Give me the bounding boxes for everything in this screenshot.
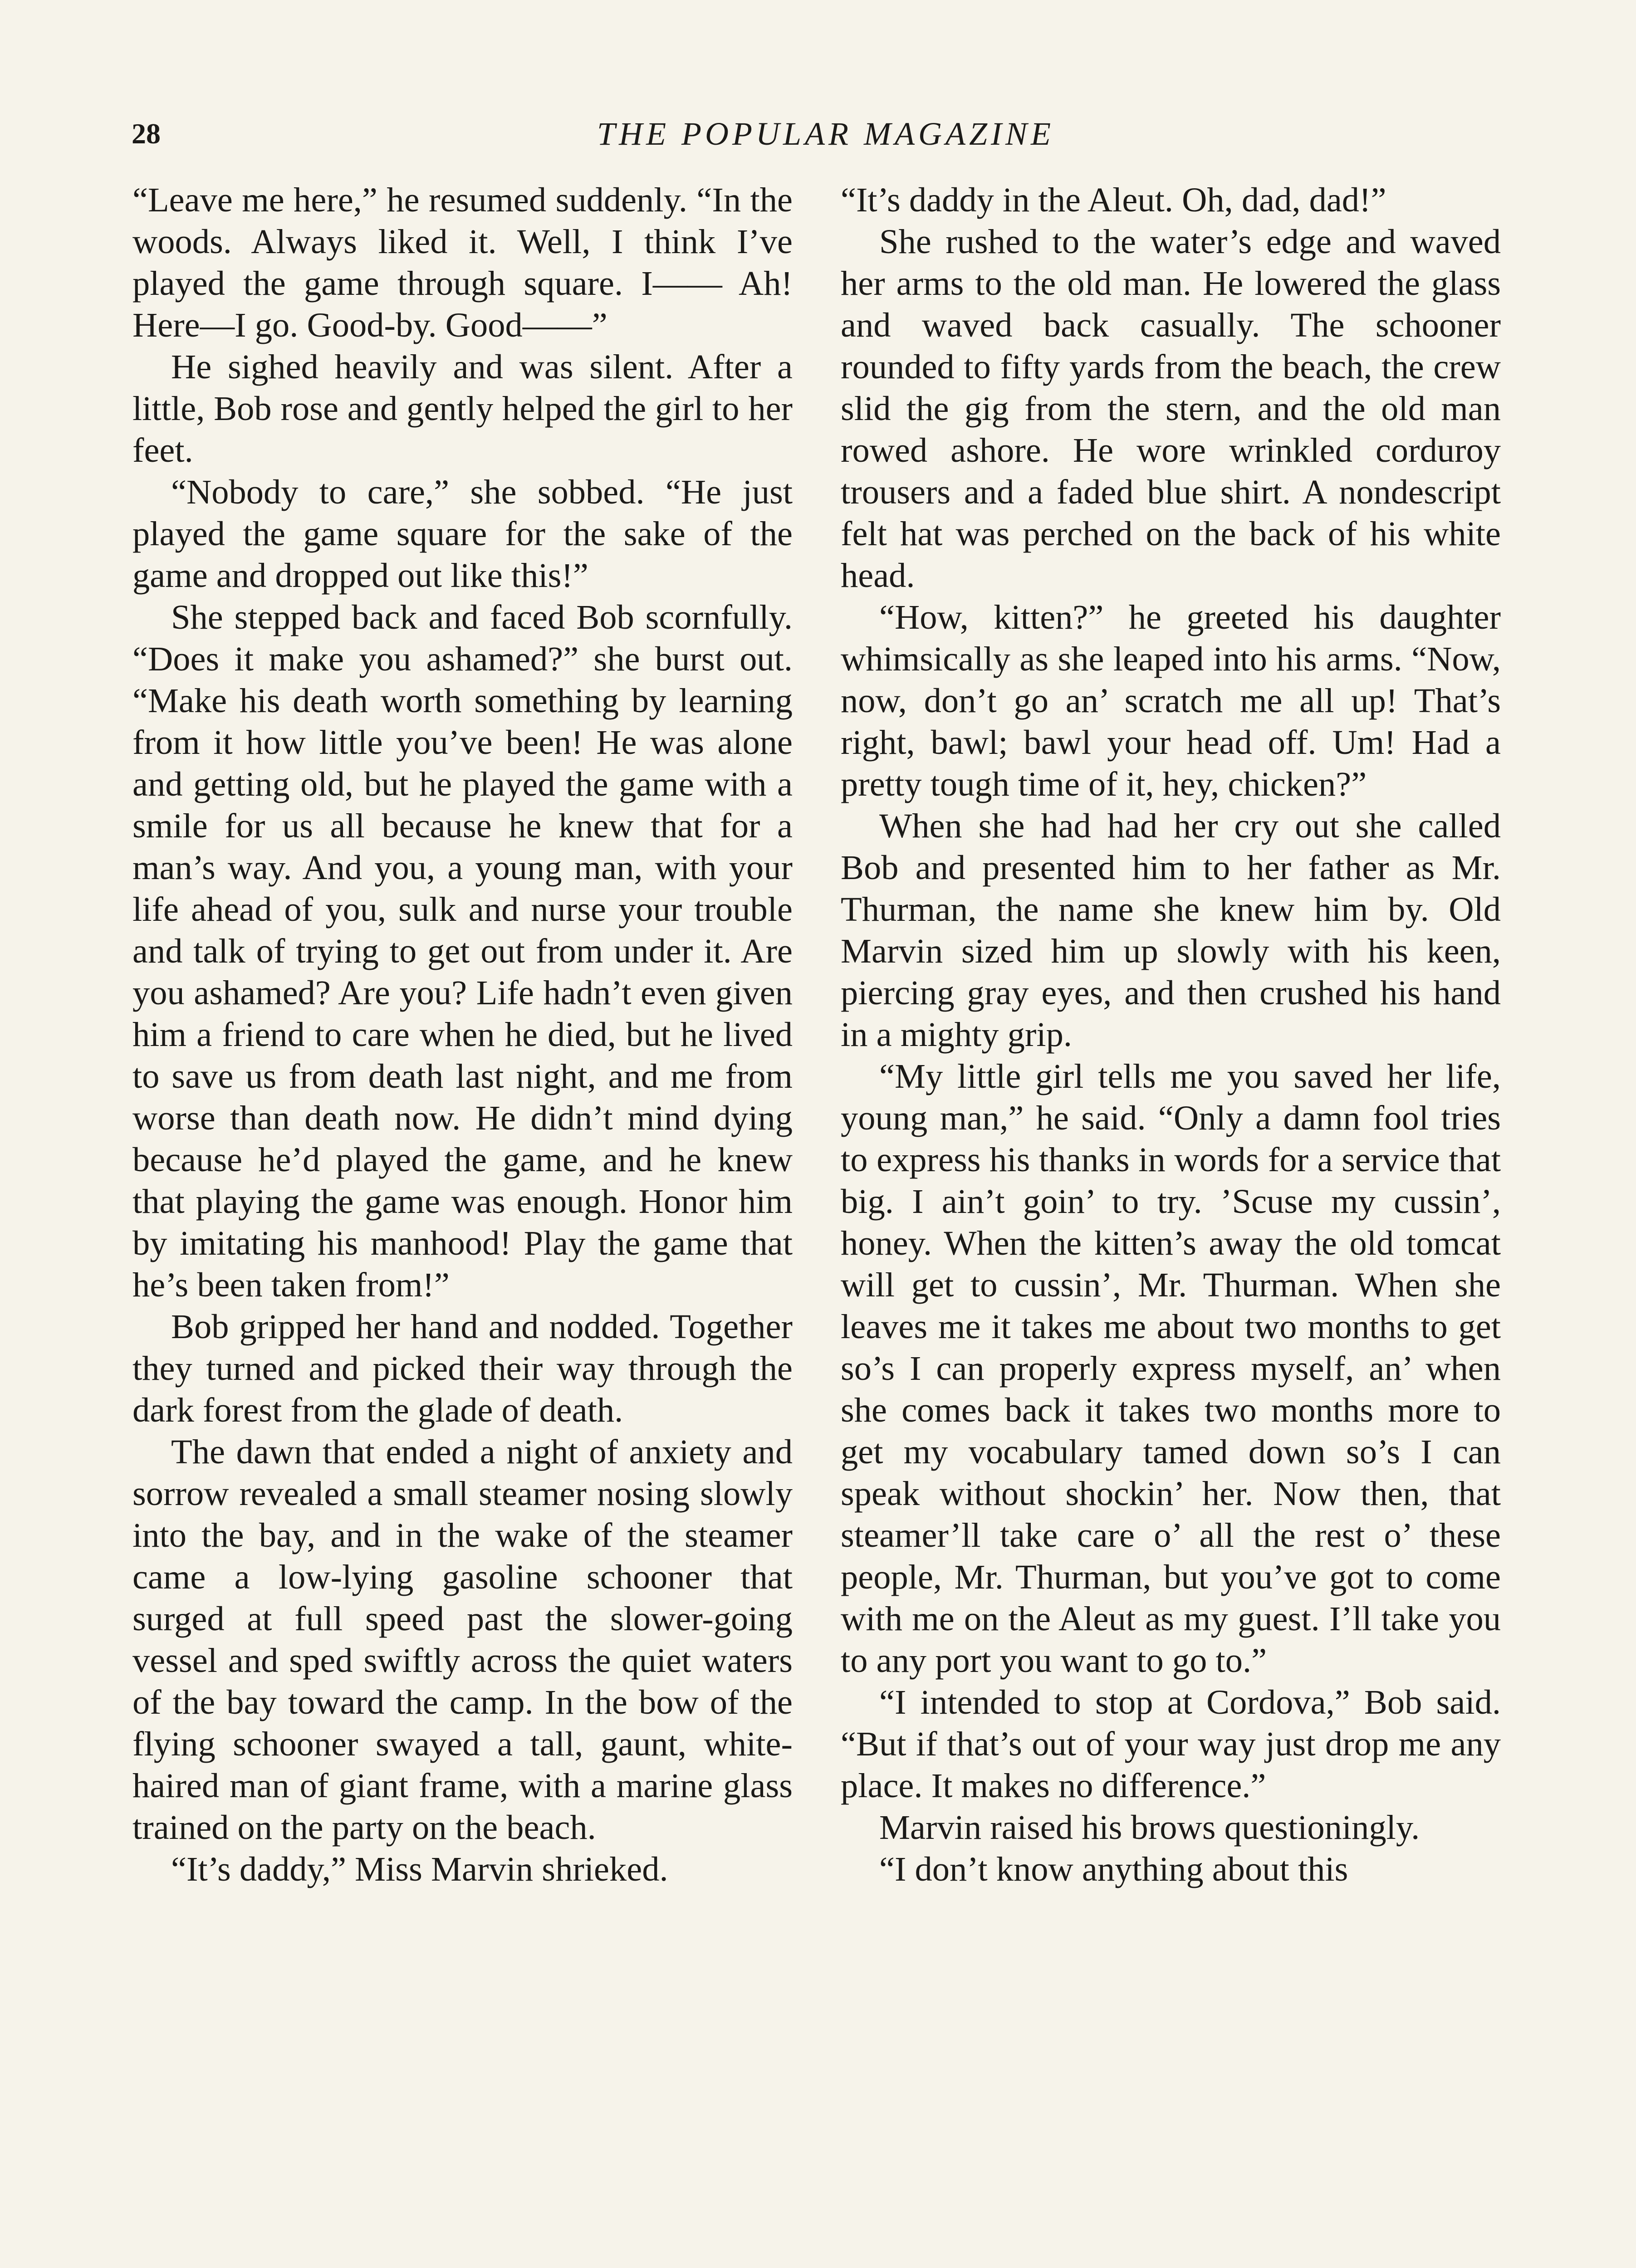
paragraph: “I don’t know anything about this [879, 1850, 1348, 1888]
paragraph: “Leave me here,” he resumed suddenly. “In the woods. Always liked it. Well, I think I’ve played the game through square. I—— Ah! Here—I go. Good-by. Good——” [132, 181, 793, 344]
paragraph: She rushed to the water’s edge and waved her arms to the old man. He lowered the glass and waved back casually. The schooner rounded to fifty yards from the beach, the crew slid the gig from the stern, and the old man rowed ashore. He wore wrinkled corduroy trousers and a faded blue shirt. A nondescript felt hat was perched on the back of his white head. [841, 222, 1501, 595]
page-header [132, 109, 1520, 159]
paragraph: Bob gripped her hand and nodded. Together they turned and picked their way through the dark forest from the glade of death. [132, 1307, 793, 1429]
paragraph: He sighed heavily and was silent. After a little, Bob rose and gently helped the girl to her feet. [132, 347, 793, 469]
paragraph: “It’s daddy in the Aleut. Oh, dad, dad!” [841, 181, 1386, 219]
paragraph: She stepped back and faced Bob scornfully. “Does it make you ashamed?” she burst out. “Make his death worth something by learning from it how little you’ve been! He was alone and getting old, but he played the game with a smile for us all because he knew that for a man’s way. And you, a young man, with your life ahead of you, sulk and nurse your trouble and talk of trying to get out from under it. Are you ashamed? Are you? Life hadn’t even given him a friend to care when he died, but he lived to save us from death last night, and me from worse than death now. He didn’t mind dying because he’d played the game, and he knew that playing the game was enough. Honor him by imitating his manhood! Play the game that he’s been taken from!” [132, 598, 793, 1304]
page-number: 28 [132, 117, 161, 150]
running-title: THE POPULAR MAGAZINE [597, 116, 1054, 152]
paragraph: When she had had her cry out she called Bob and presented him to her father as Mr. Thurman, the name she knew him by. Old Marvin sized him up slowly with his keen, piercing gray eyes, and then crushed his hand in a mighty grip. [841, 807, 1501, 1054]
left-column [132, 179, 793, 1890]
paragraph: “I intended to stop at Cordova,” Bob said. “But if that’s out of your way just drop me any place. It makes no difference.” [841, 1683, 1501, 1805]
paragraph: Marvin raised his brows questioningly. [879, 1808, 1420, 1847]
paragraph: The dawn that ended a night of anxiety and sorrow revealed a small steamer nosing slowly into the bay, and in the wake of the steamer came a low-lying gasoline schooner that surged at full speed past the slower-going vessel and sped swiftly across the quiet waters of the bay toward the camp. In the bow of the flying schooner swayed a tall, gaunt, white-haired man of giant frame, with a marine glass trained on the party on the beach. [132, 1432, 793, 1847]
paragraph: “My little girl tells me you saved her life, young man,” he said. “Only a damn fool tries to express his thanks in words for a service that big. I ain’t goin’ to try. ’Scuse my cussin’, honey. When the kitten’s away the old tomcat will get to cussin’, Mr. Thurman. When she leaves me it takes me about two months to get so’s I can properly express myself, an’ when she comes back it takes two months more to get my vocabulary tamed down so’s I can speak without shockin’ her. Now then, that steamer’ll take care o’ all the rest o’ these people, Mr. Thurman, but you’ve got to come with me on the Aleut as my guest. I’ll take you to any port you want to go to.” [841, 1057, 1501, 1680]
paragraph: “Nobody to care,” she sobbed. “He just played the game square for the sake of the game and dropped out like this!” [132, 473, 793, 595]
right-column [841, 179, 1501, 1890]
paragraph: “It’s daddy,” Miss Marvin shrieked. [171, 1850, 668, 1888]
paragraph: “How, kitten?” he greeted his daughter whimsically as she leaped into his arms. “Now, now, don’t go an’ scratch me all up! That’s right, bawl; bawl your head off. Um! Had a pretty tough time of it, hey, chicken?” [841, 598, 1501, 803]
